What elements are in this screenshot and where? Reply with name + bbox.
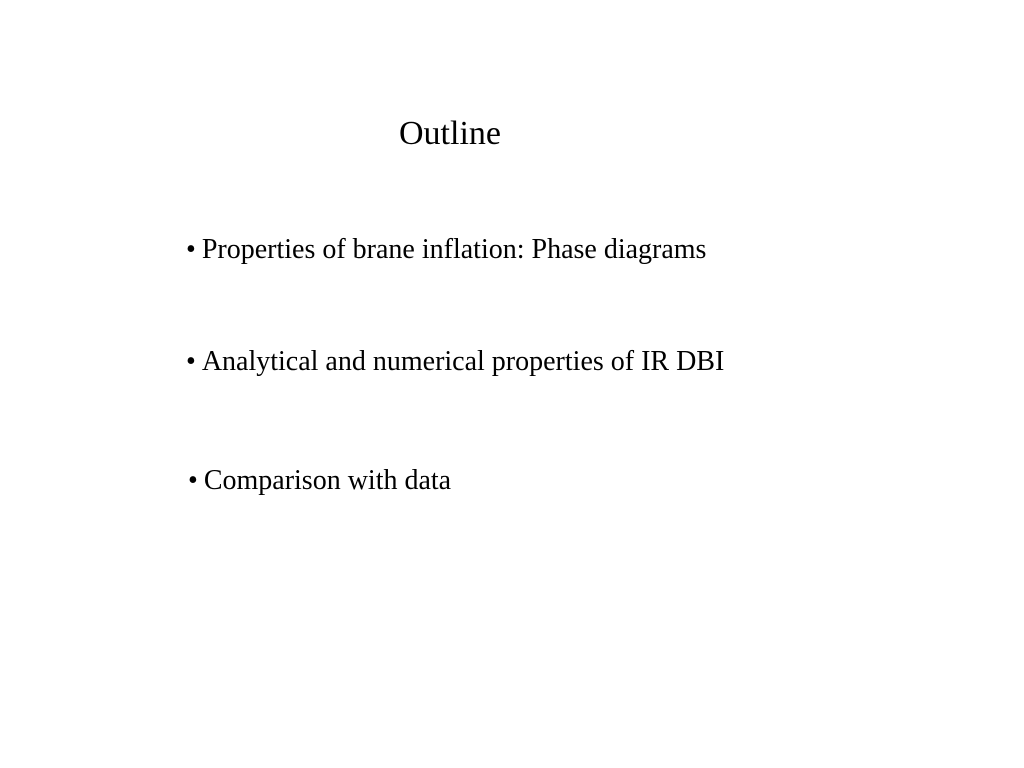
bullet-mark: •: [186, 346, 196, 377]
outline-item-text: Analytical and numerical properties of IR DBI: [201, 346, 725, 377]
outline-item: [186, 345, 724, 379]
slide-title: Outline: [399, 115, 501, 152]
bullet-mark: •: [188, 465, 198, 496]
outline-item: [188, 464, 451, 498]
outline-item-text: Comparison with data: [203, 465, 452, 496]
outline-item: [186, 233, 706, 267]
bullet-mark: •: [186, 234, 196, 265]
outline-item-text: Properties of brane inflation: Phase diagrams: [201, 234, 707, 265]
